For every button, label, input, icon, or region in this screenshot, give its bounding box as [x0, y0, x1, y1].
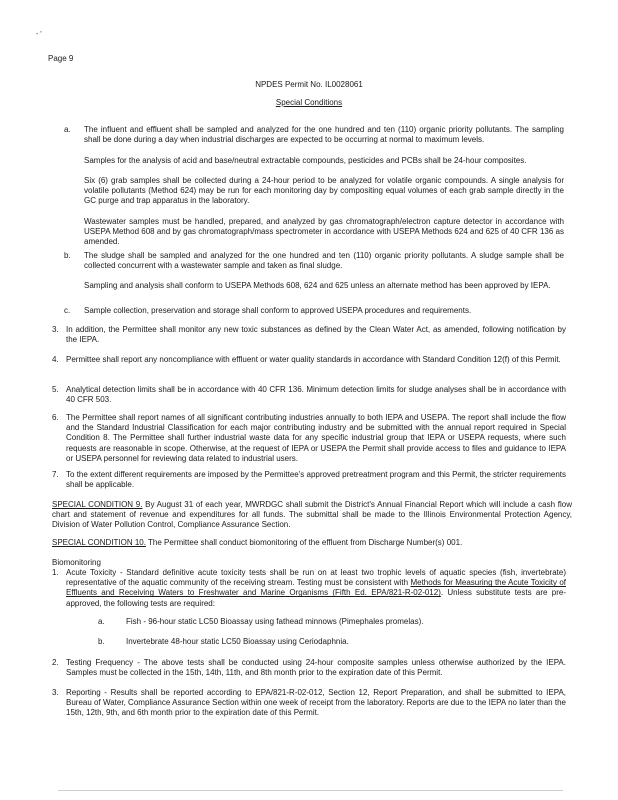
special-condition-9-text: By August 31 of each year, MWRDGC shall submit the District's Annual Financial Report which will include a cash flow chart and statement of revenue and expenditures for all funds. The submittal shall be made to the Illinois Environmental Protection Agency, Division of Water Pollution Control, Compliance Assurance Section.	[52, 500, 572, 530]
special-condition-10	[52, 538, 572, 548]
item-5-label: 5.	[52, 385, 59, 394]
item-5-text: Analytical detection limits shall be in accordance with 40 CFR 136. Minimum detection limits for sludge analyses shall be in accordance with 40 CFR 503.	[66, 385, 566, 405]
item-6-text: The Permittee shall report names of all significant contributing industries annually to both IEPA and USEPA. The report shall include the flow and the Standard Industrial Classification for each major contributing industry and be submitted with the annual report required in Special Condition 8. The Permittee shall further industrial waste data for any specific industrial group that IEPA or USEPA requests, where such requests are reasonable in scope. Otherwise, at the request of IEPA or USEPA the Permit shall provide access to files and guidance to IEPA or USEPA personnel for reviewing data related to industrial users.	[66, 413, 566, 463]
item-7-text: To the extent different requirements are imposed by the Permittee's approved pretreatment program and this Permit, the stricter requirements shall be applicable.	[66, 470, 566, 490]
item-b-paragraph-1: The sludge shall be sampled and analyzed for the one hundred and ten (110) organic priority pollutants. A sludge sample shall be collected concurrent with a wastewater sample and taken as final sludge.	[84, 251, 564, 271]
testing-frequency-text: Testing Frequency - The above tests shall be conducted using 24-hour composite samples unless otherwise authorized by the IEPA. Samples must be collected in the 15th, 14th, 11th, and 8th month prior to the expiration date of this Permit.	[66, 658, 566, 678]
special-condition-9	[52, 500, 572, 531]
reporting-text: Reporting - Results shall be reported according to EPA/821-R-02-012, Section 12, Report Preparation, and shall be submitted to IEPA, Bureau of Water, Compliance Assurance Section within one week of receipt from the laboratory. Reports are due to the IEPA no later than the 15th, 12th, 9th, and 6th month prior to the expiration date of this Permit.	[66, 688, 566, 718]
item-4-label: 4.	[52, 355, 59, 364]
item-a-label: a.	[64, 125, 71, 134]
fish-test-label: a.	[98, 617, 105, 626]
invertebrate-test-label: b.	[98, 637, 105, 646]
acute-toxicity-intro: Acute Toxicity - Standard definitive acute toxicity tests shall be run on at least two trophic levels of aquatic species (fish, invertebrate) representative of the aquatic community of the receiving stream. Testing must be consistent with	[66, 568, 566, 588]
item-c-label: c.	[64, 306, 71, 315]
biomonitoring-3-label: 3.	[52, 688, 59, 697]
item-a-paragraph-2: Samples for the analysis of acid and base/neutral extractable compounds, pesticides and PCBs shall be 24-hour composites.	[84, 156, 527, 165]
corner-mark: - '	[36, 31, 42, 38]
item-6-label: 6.	[52, 413, 59, 422]
item-3-label: 3.	[52, 325, 59, 334]
item-b-label: b.	[64, 251, 71, 260]
special-condition-9-label: SPECIAL CONDITION 9.	[52, 500, 143, 509]
methods-reference: Methods for Measuring the Acute Toxicity of Effluents and Receiving Waters to Freshwater and Marine Organisms (Fifth Ed. EPA/821-R-02-012)	[66, 578, 566, 598]
permit-number: NPDES Permit No. IL0028061	[255, 80, 363, 89]
special-condition-10-text: The Permittee shall conduct biomonitoring of the effluent from Discharge Number(s) 001.	[148, 538, 463, 547]
fish-test-text: Fish - 96-hour static LC50 Bioassay using fathead minnows (Pimephales promelas).	[126, 617, 424, 626]
special-condition-10-label: SPECIAL CONDITION 10.	[52, 538, 146, 547]
bottom-scan-edge	[58, 790, 563, 791]
item-b-paragraph-2: Sampling and analysis shall conform to USEPA Methods 608, 624 and 625 unless an alternate method has been approved by IEPA.	[84, 281, 551, 290]
item-7-label: 7.	[52, 470, 59, 479]
item-4-text: Permittee shall report any noncompliance with effluent or water quality standards in accordance with Standard Condition 12(f) of this Permit.	[66, 355, 561, 364]
biomonitoring-2-label: 2.	[52, 658, 59, 667]
item-a-paragraph-3: Six (6) grab samples shall be collected during a 24-hour period to be analyzed for volatile organic compounds. A single analysis for volatile pollutants (Method 624) may be run for each monitoring day by compositing equal volumes of each grab sample directly in the GC purge and trap apparatus in the laboratory.	[84, 176, 564, 206]
item-a-paragraph-1: The influent and effluent shall be sampled and analyzed for the one hundred and ten (110) organic priority pollutants. The sampling shall be done during a day when industrial discharges are expected to be occurring at normal to maximum levels.	[84, 125, 564, 145]
page-number: Page 9	[48, 54, 74, 63]
biomonitoring-1-label: 1.	[52, 568, 59, 577]
item-3-text: In addition, the Permittee shall monitor any new toxic substances as defined by the Clean Water Act, as amended, following notification by the IEPA.	[66, 325, 566, 345]
item-a-paragraph-4: Wastewater samples must be handled, prepared, and analyzed by gas chromatograph/electron capture detector in accordance with USEPA Method 608 and by gas chromatograph/mass spectrometer in accordance with USEPA Methods 624 and 625 of 40 CFR 136 as amended.	[84, 217, 564, 247]
invertebrate-test-text: Invertebrate 48-hour static LC50 Bioassay using Ceriodaphnia.	[126, 637, 349, 646]
biomonitoring-1-text	[66, 568, 566, 609]
item-c-paragraph: Sample collection, preservation and storage shall conform to approved USEPA procedures and requirements.	[84, 306, 472, 315]
acute-toxicity-tail: . Unless substitute tests are pre-approved, the following tests are required:	[66, 588, 566, 608]
section-heading: Special Conditions	[275, 98, 343, 107]
biomonitoring-title: Biomonitoring	[52, 558, 101, 567]
